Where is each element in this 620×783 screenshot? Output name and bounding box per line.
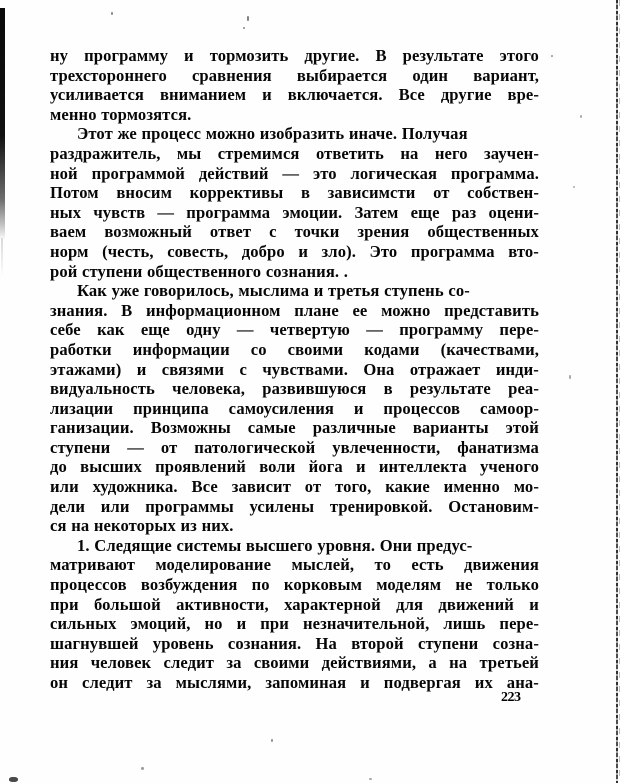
- text-line: сильных эмоций, но и при незначительной, лишь пере-: [50, 614, 539, 634]
- scan-speck: [580, 115, 582, 118]
- scan-speck: [569, 375, 571, 379]
- text-line: трехстороннего сравнения выбирается один вариант,: [50, 65, 539, 85]
- text-line: ния человек следит за своими действиями, а на третьей: [50, 653, 539, 673]
- scan-speck: [369, 778, 372, 780]
- text-line: ных чувств — программа эмоции. Затем еще раз оцени-: [50, 202, 539, 222]
- paragraph: [50, 281, 539, 536]
- scan-speck: [9, 777, 18, 782]
- text-line: ну программу и тормозить другие. В результате этого: [50, 46, 539, 65]
- text-line: менно тормозятся.: [50, 104, 192, 124]
- text-line: видуальность человека, развившуюся в результате реа-: [50, 379, 539, 399]
- text-line: ступени — от патологической увлеченности, фанатизма: [50, 437, 539, 457]
- text-line: или художника. Все зависит от того, какие именно мо-: [50, 477, 539, 497]
- page-number: 223: [501, 690, 521, 705]
- scan-edge-right-artifact: [616, 0, 618, 783]
- text-line: Этот же процесс можно изобразить иначе. Получая: [77, 124, 468, 144]
- text-line: ся на некоторых из них.: [50, 516, 234, 536]
- scan-speck: [141, 767, 144, 770]
- paragraph: [50, 46, 539, 124]
- text-line: ной программой действий — это логическая программа.: [50, 163, 539, 183]
- scan-speck: [247, 16, 249, 21]
- text-line: норм (честь, совесть, добро и зло). Это программа вто-: [50, 241, 539, 261]
- text-line: себе как еще одну — четвертую — программу пере-: [50, 320, 539, 340]
- scan-edge-left-fade-artifact: [1, 238, 3, 278]
- scan-edge-left-artifact: [0, 8, 5, 240]
- text-line: работки информации со своими кодами (качествами,: [50, 339, 539, 359]
- text-line: раздражитель, мы стремимся ответить на него заучен-: [50, 143, 539, 163]
- scan-speck: [551, 55, 553, 57]
- text-line: рой ступени общественного сознания. .: [50, 261, 349, 281]
- text-line: при большой активности, характерной для движений и: [50, 594, 539, 614]
- scan-speck: [243, 27, 245, 29]
- text-line: он следит за мыслями, запоминая и подвергая их ана-: [50, 673, 539, 692]
- text-line: ганизации. Возможны самые различные варианты этой: [50, 418, 539, 438]
- scan-speck: [271, 739, 273, 742]
- text-line: 1. Следящие системы высшего уровня. Они предус-: [77, 535, 473, 555]
- text-line: Как уже говорилось, мыслима и третья ступень со-: [77, 281, 470, 301]
- paragraph: [50, 124, 539, 281]
- text-line: шагнувшей уровень сознания. На второй ступени созна-: [50, 633, 539, 653]
- text-line: усиливается вниманием и включается. Все другие вре-: [50, 85, 539, 105]
- text-line: лизации принципа самоусиления и процессов самоор-: [50, 398, 539, 418]
- text-line: матривают моделирование мыслей, то есть движения: [50, 555, 539, 575]
- text-line: до высших проявлений воли йога и интеллекта ученого: [50, 457, 539, 477]
- scan-speck: [573, 186, 575, 188]
- text-line: знания. В информационном плане ее можно представить: [50, 300, 539, 320]
- scan-speck: [111, 12, 113, 15]
- text-line: процессов возбуждения по корковым моделям не только: [50, 575, 539, 595]
- text-line: Потом вносим коррективы в зависимсти от собствен-: [50, 183, 539, 203]
- text-line: этажами) и связями с чувствами. Она отражает инди-: [50, 359, 539, 379]
- text-line: дели или программы усилены тренировкой. Остановим-: [50, 496, 539, 516]
- text-line: ваем возможный ответ с точки зрения общественных: [50, 222, 539, 242]
- body-text-column: [50, 46, 539, 693]
- paragraph: [50, 536, 539, 693]
